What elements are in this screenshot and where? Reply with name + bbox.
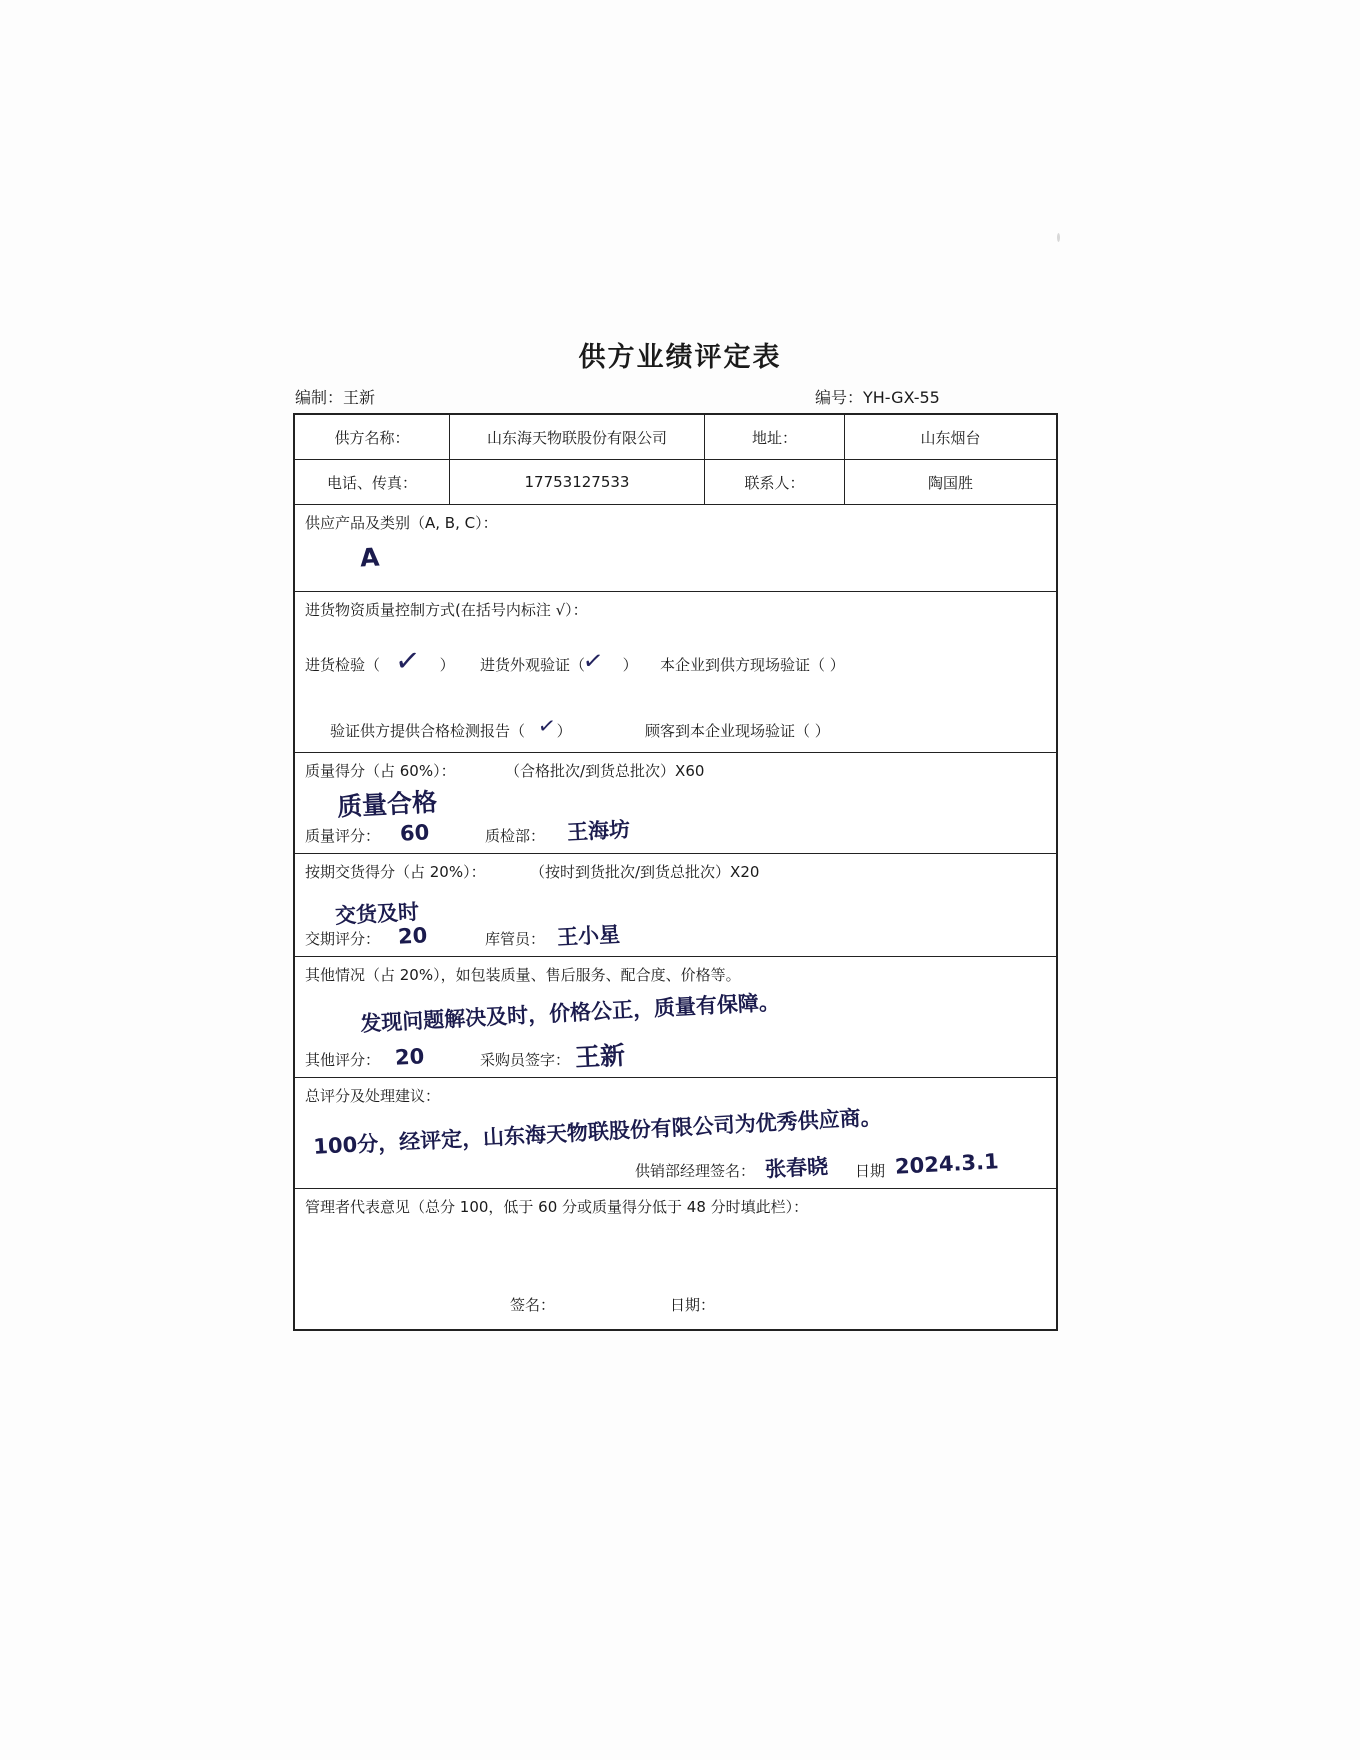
control-option-2 — [480, 654, 638, 675]
products-handwriting: A — [359, 542, 381, 573]
control-option-1 — [305, 654, 455, 675]
control-option-5: 顾客到本企业现场验证（ ） — [645, 722, 830, 740]
doc-number: 编号：YH-GX-55 — [815, 388, 940, 407]
signature-label: 签名： — [510, 1296, 556, 1314]
control-label: 进货物资质量控制方式(在括号内标注 √）： — [305, 601, 588, 619]
supplier-name-value: 山东海天物联股份有限公司 — [450, 415, 705, 459]
representative-cell — [295, 1189, 1056, 1329]
check-icon-appearance-verification: ✓ — [581, 645, 605, 677]
delivery-score-label: 交期评分： — [305, 930, 381, 948]
manager-sign-label: 供销部经理签名： — [635, 1162, 756, 1180]
control-cell — [295, 592, 1056, 752]
supplier-name-label: 供方名称： — [295, 415, 450, 459]
prepared-by: 编制：王新 — [295, 388, 376, 407]
representative-label: 管理者代表意见（总分 100，低于 60 分或质量得分低于 48 分时填此栏）： — [305, 1198, 809, 1216]
control-option-4-text: 验证供方提供合格检测报告（ — [330, 722, 526, 740]
evaluation-table — [293, 413, 1058, 1331]
table-row — [295, 415, 1056, 460]
address-label: 地址： — [705, 415, 845, 459]
table-row-other — [295, 957, 1056, 1078]
contact-value: 陶国胜 — [927, 473, 973, 492]
buyer-signature: 王新 — [574, 1040, 626, 1073]
contact-label: 联系人： — [705, 460, 845, 504]
quality-cell — [295, 753, 1056, 853]
quality-dept-label: 质检部： — [485, 827, 546, 845]
other-cell — [295, 957, 1056, 1077]
address-value: 山东烟台 — [920, 428, 981, 447]
date-label-2: 日期： — [670, 1296, 716, 1314]
delivery-handwritten-note: 交货及时 — [334, 899, 420, 929]
delivery-formula: （按时到货批次/到货总批次）X20 — [530, 863, 760, 881]
table-row-products — [295, 505, 1056, 592]
date-handwritten: 2024.3.1 — [894, 1149, 1000, 1179]
quality-label: 质量得分（占 60%）： — [305, 762, 456, 780]
quality-handwritten-note: 质量合格 — [336, 787, 438, 822]
total-handwritten-note: 100分，经评定，山东海天物联股份有限公司为优秀供应商。 — [312, 1105, 883, 1159]
warehouse-signature: 王小星 — [556, 922, 621, 950]
quality-score-handwritten: 60 — [399, 820, 430, 846]
table-row-control — [295, 592, 1056, 753]
scan-speckle — [1057, 233, 1060, 242]
delivery-label: 按期交货得分（占 20%）： — [305, 863, 486, 881]
phone-value: 17753127533 — [450, 460, 705, 504]
control-option-3: 本企业到供方现场验证（ ） — [660, 656, 845, 674]
delivery-cell — [295, 854, 1056, 956]
check-icon-incoming-inspection: ✓ — [393, 642, 422, 681]
other-score-handwritten: 20 — [394, 1044, 425, 1070]
table-row-total — [295, 1078, 1056, 1189]
date-label: 日期 — [855, 1162, 886, 1180]
products-cell — [295, 505, 1056, 591]
total-cell — [295, 1078, 1056, 1188]
manager-signature: 张春晓 — [764, 1154, 829, 1182]
total-label: 总评分及处理建议： — [305, 1087, 441, 1105]
phone-label: 电话、传真： — [295, 460, 450, 504]
check-icon-test-report: ✓ — [536, 712, 558, 740]
table-row-quality — [295, 753, 1056, 854]
table-row-delivery — [295, 854, 1056, 957]
delivery-score-handwritten: 20 — [397, 923, 428, 949]
page-title: 供方业绩评定表 — [578, 342, 782, 373]
quality-score-label: 质量评分： — [305, 827, 381, 845]
other-score-label: 其他评分： — [305, 1051, 381, 1069]
products-label: 供应产品及类别（A, B, C）： — [305, 514, 498, 532]
table-row — [295, 460, 1056, 505]
table-row-representative — [295, 1189, 1056, 1329]
control-option-4-end: ） — [556, 722, 572, 740]
control-option-1-text: 进货检验（ — [305, 656, 381, 674]
quality-formula: （合格批次/到货总批次）X60 — [505, 762, 705, 780]
other-handwritten-note: 发现问题解决及时，价格公正，质量有保障。 — [359, 990, 781, 1036]
control-option-4 — [330, 720, 572, 741]
warehouse-label: 库管员： — [485, 930, 546, 948]
control-option-2-end: ） — [622, 656, 638, 674]
quality-dept-signature: 王海坊 — [566, 817, 631, 845]
buyer-label: 采购员签字： — [480, 1051, 571, 1069]
control-option-1-end: ） — [439, 656, 455, 674]
control-option-2-text: 进货外观验证（ — [480, 656, 586, 674]
other-label: 其他情况（占 20%），如包装质量、售后服务、配合度、价格等。 — [305, 966, 741, 984]
